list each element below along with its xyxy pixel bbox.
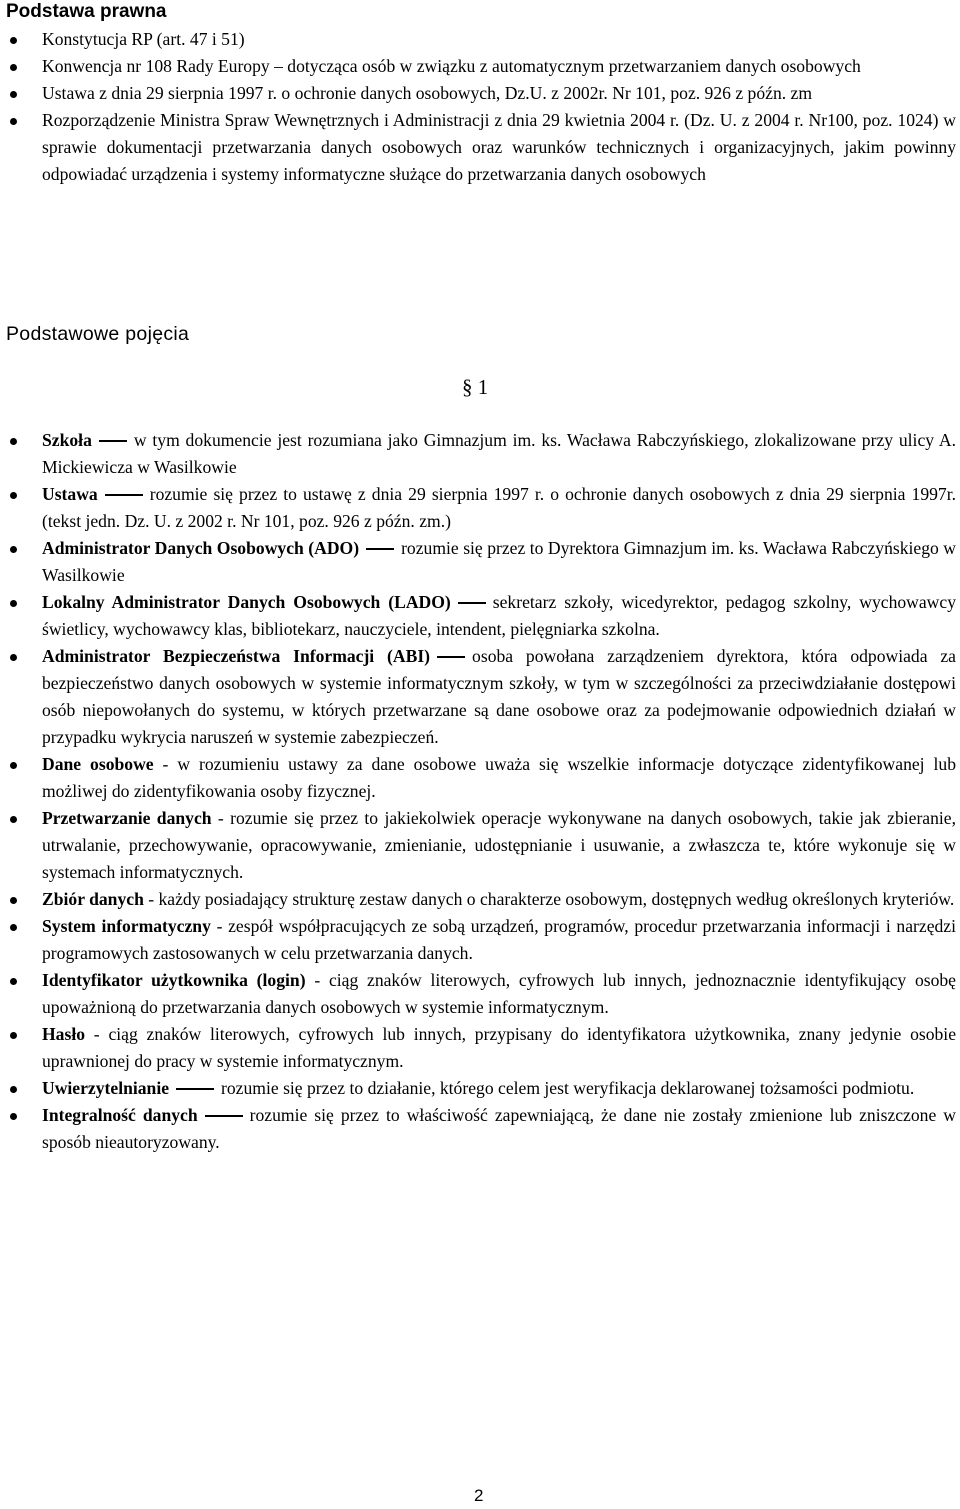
definition-term: Identyfikator użytkownika (login) <box>42 970 306 990</box>
definition-term: Hasło <box>42 1024 86 1044</box>
definition-item <box>6 886 956 913</box>
definition-item <box>6 427 956 481</box>
page-number: 2 <box>474 1486 484 1505</box>
definition-item <box>6 1021 956 1075</box>
definition-term: Zbiór danych <box>42 889 144 909</box>
definition-term: Dane osobowe <box>42 754 154 774</box>
definition-term: Lokalny Administrator Danych Osobowych (LADO) <box>42 592 451 612</box>
definition-item <box>6 481 956 535</box>
legal-item-convention: Konwencja nr 108 Rady Europy – dotycząca osób w związku z automatycznym przetwarzaniem danych osobowych <box>6 53 956 80</box>
definition-term: Przetwarzanie danych <box>42 808 212 828</box>
definition-dash <box>99 440 127 441</box>
definition-term: System informatyczny <box>42 916 211 936</box>
definition-text: - ciąg znaków literowych, cyfrowych lub innych, jednoznacznie identyfikujący osobę upoważnioną do przetwarzania danych osobowych w systemie informatycznym. <box>42 970 956 1017</box>
definition-dash <box>458 602 486 603</box>
definition-text: w tym dokumencie jest rozumiana jako Gimnazjum im. ks. Wacława Rabczyńskiego, zlokalizowane przy ulicy A. Mickiewicza w Wasilkowie <box>42 430 956 477</box>
legal-item-constitution: Konstytucja RP (art. 47 i 51) <box>6 26 956 53</box>
definition-text: - rozumie się przez to jakiekolwiek operacje wykonywane na danych osobowych, takie jak zbieranie, utrwalanie, przechowywanie, opracowywanie, zmienianie, udostępnianie i usuwanie, a zwłaszcza te, które wykonuje się w systemach informatycznych. <box>42 808 956 882</box>
definition-dash <box>366 548 394 549</box>
definition-dash <box>205 1115 243 1116</box>
definition-item <box>6 535 956 589</box>
heading-basic-terms: Podstawowe pojęcia <box>6 323 190 345</box>
definition-text: - ciąg znaków literowych, cyfrowych lub innych, przypisany do identyfikatora użytkownika, znany jedynie osobie uprawnionej do pracy w systemie informatycznym. <box>42 1024 956 1071</box>
definition-item <box>6 589 956 643</box>
legal-basis-list <box>6 26 956 188</box>
definition-dash <box>105 494 143 495</box>
definition-term: Uwierzytelnianie <box>42 1078 170 1098</box>
legal-item-act: Ustawa z dnia 29 sierpnia 1997 r. o ochronie danych osobowych, Dz.U. z 2002r. Nr 101, poz. 926 z późn. zm <box>6 80 956 107</box>
definition-text: - każdy posiadający strukturę zestaw danych o charakterze osobowym, dostępnych według określonych kryteriów. <box>143 889 955 909</box>
definition-term: Administrator Bezpieczeństwa Informacji (ABI) <box>42 646 431 666</box>
section-mark: § 1 <box>462 375 489 399</box>
definition-text: rozumie się przez to właściwość zapewniającą, że dane nie zostały zmienione lub zniszczone w sposób nieautoryzowany. <box>42 1105 957 1152</box>
definition-text: osoba powołana zarządzeniem dyrektora, która odpowiada za bezpieczeństwo danych osobowych w systemie informatycznym szkoły, w tym w szczególności za przeciwdziałanie dostępowi osób niepowołanych do systemu, w których przetwarzane są dane osobowe oraz za podejmowanie odpowiednich działań w przypadku wykrycia naruszeń w systemie zabezpieczeń. <box>42 646 956 747</box>
definition-item <box>6 913 956 967</box>
definition-item <box>6 643 956 751</box>
legal-item-regulation: Rozporządzenie Ministra Spraw Wewnętrznych i Administracji z dnia 29 kwietnia 2004 r. (Dz. U. z 2004 r. Nr100, poz. 1024) w sprawie dokumentacji przetwarzania danych osobowych oraz warunków technicznych i organizacyjnych, jakim powinny odpowiadać urządzenia i systemy informatyczne służące do przetwarzania danych osobowych <box>6 107 956 188</box>
definition-text: rozumie się przez to działanie, którego celem jest weryfikacja deklarowanej tożsamości podmiotu. <box>221 1078 915 1098</box>
definition-term: Administrator Danych Osobowych (ADO) <box>42 538 360 558</box>
definition-term: Ustawa <box>42 484 98 504</box>
document-page <box>0 0 960 188</box>
definition-item <box>6 805 956 886</box>
definition-term: Szkoła <box>42 430 92 450</box>
definition-dash <box>437 656 465 657</box>
definition-item <box>6 1075 956 1102</box>
definition-text: - w rozumieniu ustawy za dane osobowe uważa się wszelkie informacje dotyczące zidentyfikowanej lub możliwej do zidentyfikowania osoby fizycznej. <box>42 754 956 801</box>
definition-text: rozumie się przez to ustawę z dnia 29 sierpnia 1997 r. o ochronie danych osobowych z dnia 29 sierpnia 1997r. (tekst jedn. Dz. U. z 2002 r. Nr 101, poz. 926 z późn. zm.) <box>42 484 956 531</box>
definition-text: - zespół współpracujących ze sobą urządzeń, programów, procedur przetwarzania informacji i narzędzi programowych zastosowanych w celu przetwarzania danych. <box>42 916 956 963</box>
definition-dash <box>176 1088 214 1089</box>
definition-text: sekretarz szkoły, wicedyrektor, pedagog szkolny, wychowawcy świetlicy, wychowawcy klas, bibliotekarz, nauczyciele, intendent, pielęgniarka szkolna. <box>42 592 956 639</box>
definition-term: Integralność danych <box>42 1105 198 1125</box>
definitions-list <box>6 427 956 1156</box>
definition-text: rozumie się przez to Dyrektora Gimnazjum im. ks. Wacława Rabczyńskiego w Wasilkowie <box>42 538 957 585</box>
definition-item <box>6 1102 956 1156</box>
heading-legal-basis: Podstawa prawna <box>6 1 167 22</box>
definition-item <box>6 751 956 805</box>
definition-item <box>6 967 956 1021</box>
